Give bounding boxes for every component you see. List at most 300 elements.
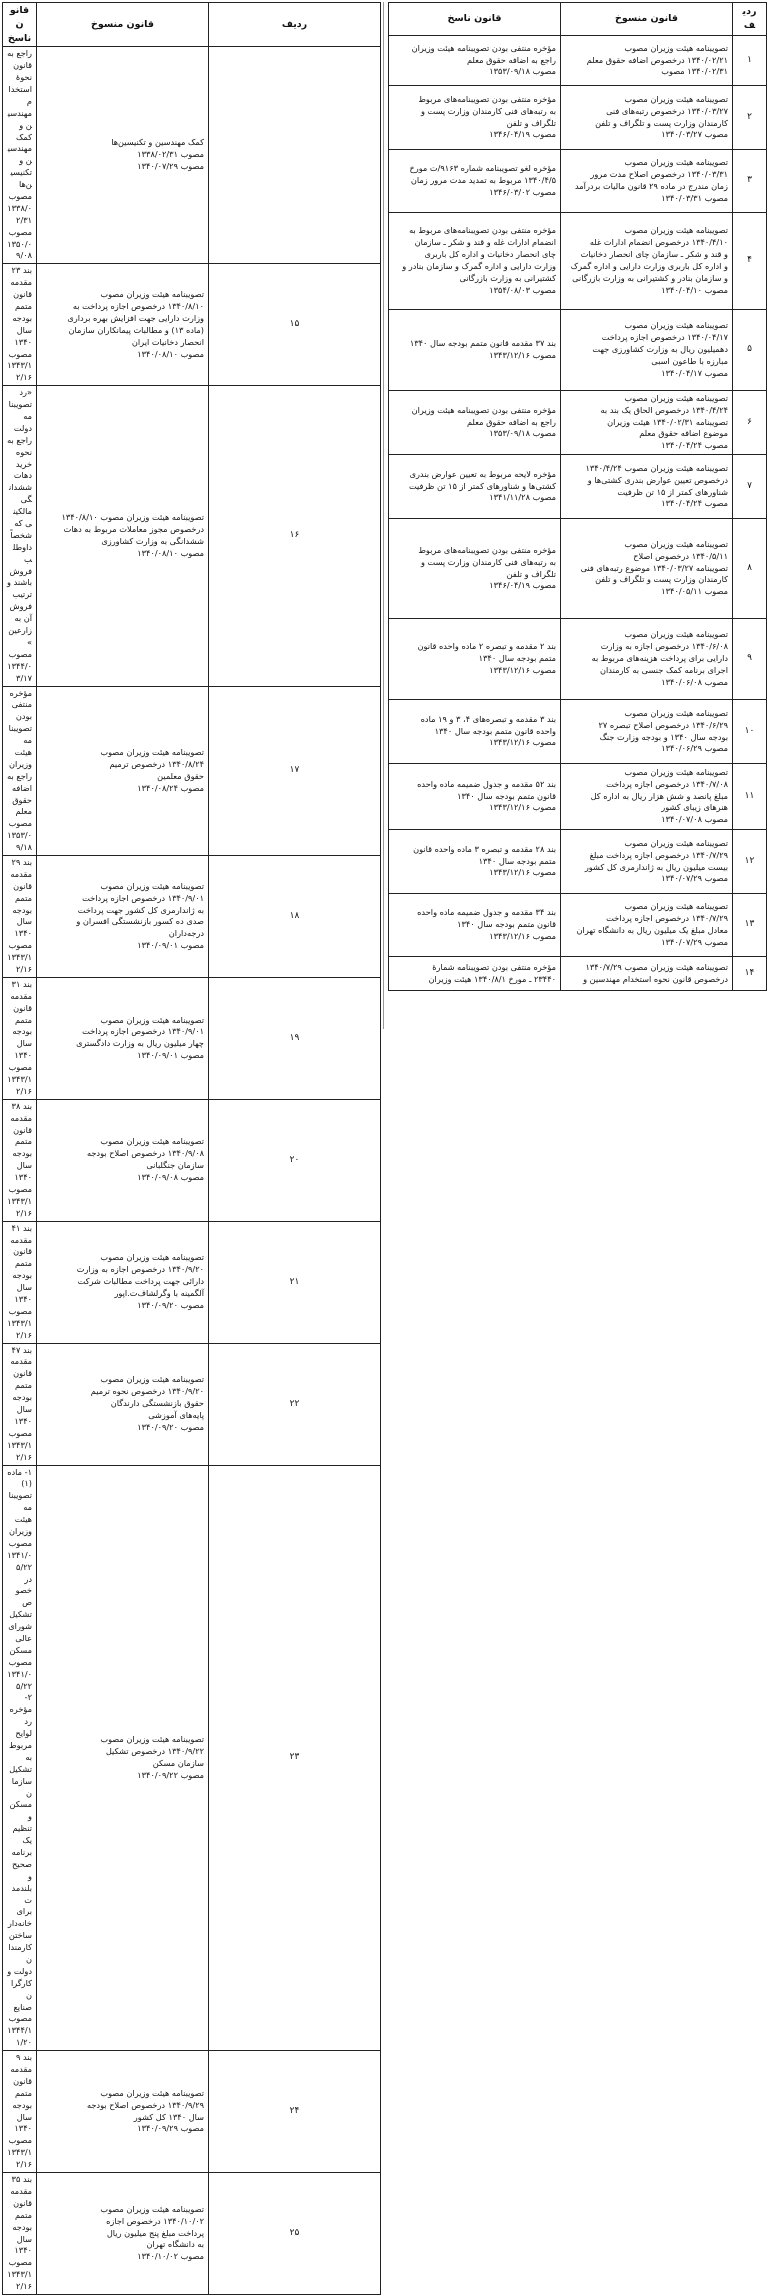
text-line: بند ۲ مقدمه و تبصره ۲ ماده واحده قانون [417, 641, 556, 652]
text-line: درخصوص تعیین عوارض بندری کشتی‌ها و [587, 474, 728, 485]
text-line: ۱۳۴۰/۰۴/۱۷ درخصوص اجازه پرداخت [601, 332, 728, 343]
table-row [389, 86, 767, 150]
repealed-law-cell [561, 455, 733, 519]
header-repealing-law: قانون ناسخ [389, 3, 561, 36]
text-line: مصوب ۱۳۵۴/۰۸/۰۳ [489, 284, 556, 295]
text-line: مؤخره لایحه مربوط به تعیین عوارض بندری [409, 468, 556, 479]
text-line: تصویبنامه هیئت وزیران مصوب [100, 2087, 204, 2098]
text-line: مصوب ۱۳۵۳/۰۹/۱۸ [489, 66, 556, 77]
text-line: کارمندان وزارت پست و تلگراف و تلفن [595, 574, 728, 585]
row-number: ۲ [733, 86, 767, 150]
text-line: راجع به اضافه حقوق معلم [466, 416, 556, 427]
repealing-law-cell [3, 386, 37, 686]
text-line: بند ۲۸ مقدمه و تبصره ۳ ماده واحده قانون [413, 843, 556, 854]
text-line: دهات ششدانگی مالکینی که شخصاً داوطلب [8, 470, 32, 564]
table-row [3, 1465, 381, 2051]
text-line: صدی ده کسور بازنشستگی افسران و [76, 916, 204, 927]
text-line: بند ۵۲ مقدمه و جدول ضمیمه ماده واحده [417, 778, 556, 789]
table-row [389, 957, 767, 991]
text-line: تصویبنامه هیئت وزیران مصوب [100, 880, 204, 891]
row-number: ۹ [733, 619, 767, 700]
repealed-law-cell [561, 213, 733, 310]
text-line: تلگراف و تلفن [506, 117, 556, 128]
text-line: تصویبنامه ۱۳۴۰/۰۲/۳۱ هیئت وزیران [607, 416, 728, 427]
text-line: قانون متمم بودجه سال ۱۳۴۰ [457, 919, 556, 930]
text-line: کارمندان وزارت پست و تلگراف و تلفن [595, 117, 728, 128]
row-number: ۳ [733, 150, 767, 213]
text-line: ۱۳۴۰/۰۲/۳۱ مصوب [661, 66, 728, 77]
text-line: بند ۳۱ مقدمه قانون متمم بودجه سال ۱۳۴۰ [10, 978, 32, 1061]
text-line: تصویبنامه هیئت وزیران مصوب [100, 2203, 204, 2214]
repealed-law-cell [37, 1099, 209, 1221]
text-line: وزارت دارایی و اداره گمرک و سازمان بنادر و [402, 261, 556, 271]
repealing-law-cell [389, 619, 561, 700]
repealing-law-cell [3, 264, 37, 386]
text-line: ۱۳۴۰/۹/۰۱ درخصوص اجازه پرداخت [82, 1026, 204, 1037]
repealed-law-cell [561, 391, 733, 455]
text-line: تصویبنامه هیئت وزیران مصوب ۱۳۴۰/۷/۲۹ [585, 961, 728, 972]
text-line: مصوب ۱۳۴۰/۰۶/۰۸ [661, 676, 728, 687]
text-line: بند ۳ مقدمه و تبصره‌های ۴، ۳ و ۱۹ ماده [420, 713, 556, 724]
table-row [389, 213, 767, 310]
row-number: ۵ [733, 310, 767, 391]
header-row [3, 3, 381, 47]
repealing-law-cell [389, 894, 561, 957]
table-row [3, 2051, 381, 2173]
text-line: مصوب ۱۳۴۰/۰۴/۱۰ [661, 284, 728, 295]
text-line: سال ۱۳۴۰ کل کشور [133, 2111, 204, 2122]
text-line: مؤخره منتفی بودن تصویبنامه هیئت وزیران [8, 687, 32, 769]
text-line: به رتبه‌های فنی کارمندان وزارت پست و [420, 556, 556, 567]
header-repealed-law: قانون منسوخ [37, 3, 209, 47]
text-line: بند ۳۵ مقدمه قانون متمم بودجه سال ۱۳۴۰ [10, 2174, 32, 2256]
text-line: مصوب ۱۳۴۳/۱۲/۱۶ [7, 2135, 32, 2170]
text-line: معادل مبلغ یک میلیون ریال به دانشگاه تهران [576, 925, 728, 935]
text-line: ۱۳۴۰/۶/۲۹ درخصوص اصلاح تبصره ۲۷ [598, 719, 728, 730]
text-line: مصوب ۱۳۴۰/۰۷/۲۹ [661, 873, 728, 884]
text-line: مصوب ۱۳۳۸/۰۲/۳۱ [137, 149, 204, 160]
text-line: ۲- مؤخره رد لوایح مربوط به تشکیل سازمان [9, 1692, 32, 1798]
text-line: بودجه سال ۱۳۴۰ و بودجه وزارت جنگ [599, 731, 728, 742]
text-line: فروش باشند و ترتیب فروش آن به زارعین» [7, 565, 32, 647]
repealed-law-cell [561, 519, 733, 619]
document-page [2, 2, 766, 2292]
repeal-table-left [2, 2, 381, 2295]
row-number: ۱۱ [733, 764, 767, 830]
text-line: مصوب ۱۳۴۰/۰۸/۲۴ [137, 782, 204, 793]
table-row [3, 264, 381, 386]
row-number: ۱۶ [209, 386, 381, 686]
repealing-law-cell [389, 213, 561, 310]
text-line: مؤخره منتفی بودن تصویبنامه هیئت وزیران [411, 404, 556, 415]
text-line: تصویبنامه هیئت وزیران مصوب [624, 320, 728, 331]
text-line: ۱۳۴۰/۷/۲۹ درخصوص اجازه پرداخت [606, 913, 728, 924]
repealed-law-cell [37, 2051, 209, 2173]
repealed-law-cell [561, 764, 733, 830]
row-number: ۲۱ [209, 1221, 381, 1343]
row-number: ۶ [733, 391, 767, 455]
text-line: تصویبنامه هیئت وزیران مصوب [624, 707, 728, 718]
text-line: مصوب ۱۳۴۰/۰۷/۲۹ [661, 936, 728, 947]
repealed-law-cell [37, 1221, 209, 1343]
text-line: مبارزه با طاعون اسبی [651, 355, 728, 366]
text-line: تصویبنامه هیئت وزیران مصوب [624, 42, 728, 53]
table-row [3, 855, 381, 977]
text-line: چای انحصار دخانیات و اداره کل باربری [424, 249, 556, 260]
text-line: کشتیرانی به وزارت بازرگانی [459, 272, 556, 283]
text-line: مصوب ۱۳۴۰/۰۳/۲۷ [661, 129, 728, 140]
text-line: کشتی‌ها و شناورهای کمتر از ۱۵ تن ظرفیت [408, 480, 556, 491]
repealing-law-cell [3, 1221, 37, 1343]
repealed-law-cell [561, 894, 733, 957]
repealing-law-cell [3, 686, 37, 855]
repealed-law-cell [561, 150, 733, 213]
text-line: برای خانه‌دار ساختن کارمندان دولت و [7, 1906, 32, 1976]
text-line: متمم بودجه سال ۱۳۴۰ [478, 653, 556, 664]
text-line: ۱۳۴۰/۹/۲۲ درخصوص تشکیل [105, 1745, 204, 1756]
text-line: راجع به قانون نحوهٔ استخدام مهندسین و [7, 48, 32, 130]
text-line: تصویبنامه هیئت وزیران مصوب [624, 901, 728, 912]
text-line: ۱۳۴۰/۵/۱۱ درخصوص اصلاح [633, 550, 728, 561]
text-line: مصوب ۱۳۵۳/۰۹/۱۸ [7, 818, 32, 853]
text-line: آلگمینه با وگرلشاف‌ت.اپور [114, 1288, 204, 1299]
repealing-law-cell [389, 830, 561, 894]
row-number: ۸ [733, 519, 767, 619]
text-line: مصوب ۱۳۴۰/۰۴/۲۴ [661, 440, 728, 451]
text-line: به رتبه‌های فنی کارمندان وزارت پست و [420, 105, 556, 116]
text-line: مصوب ۱۳۴۳/۱۲/۱۶ [7, 348, 32, 383]
repealed-law-cell [561, 957, 733, 991]
row-number: ۱۳ [733, 894, 767, 957]
text-line: راجع به اضافه حقوق معلم [7, 770, 32, 817]
row-number: ۱۹ [209, 977, 381, 1099]
text-line: مصوب ۱۳۴۰/۰۸/۱۰ [137, 348, 204, 359]
text-line: به دانشگاه تهران [146, 2239, 204, 2250]
text-line: مصوب ۱۳۴۳/۱۲/۱۶ [489, 737, 556, 748]
text-line: مصوب ۱۳۴۶/۰۳/۰۲ [489, 186, 556, 197]
text-line: اجرای برنامه کمک جنسی به کارمندان [600, 664, 728, 675]
table-row [3, 47, 381, 264]
text-line: مصوب ۱۳۴۳/۱۲/۱۶ [489, 664, 556, 675]
table-row [389, 830, 767, 894]
text-line: تصویبنامه هیئت وزیران مصوب [100, 746, 204, 757]
repealing-law-cell [389, 957, 561, 991]
text-line: سازمان مسکن [152, 1757, 204, 1768]
text-line: ۱۳۴۰/۹/۲۰ درخصوص نحوه ترمیم [90, 1386, 204, 1397]
repealed-law-cell [561, 310, 733, 391]
text-line: مصوب ۱۳۴۳/۱۲/۱۶ [489, 867, 556, 878]
text-line: مؤخره منتفی بودن تصویبنامه‌های مربوط به [409, 225, 556, 236]
text-line: پایه‌های آموزشی [148, 1409, 204, 1420]
text-line: مصوب ۱۳۴۰/۰۴/۲۴ [661, 498, 728, 509]
text-line: تصویبنامه هیئت وزیران مصوب [100, 1374, 204, 1385]
text-line: تصویبنامه هیئت وزیران مصوب [624, 837, 728, 848]
text-line: پرداخت مبلغ پنج میلیون ریال [106, 2227, 204, 2238]
repealing-law-cell [3, 2173, 37, 2295]
text-line: مصوب ۱۳۴۳/۱۲/۱۶ [489, 930, 556, 941]
text-line: مصوب ۱۳۴۶/۰۴/۱۹ [489, 580, 556, 591]
repeal-table-right [388, 2, 767, 991]
repealing-law-cell [389, 391, 561, 455]
text-line: مصوب ۱۳۴۰/۰۹/۲۰ [137, 1421, 204, 1432]
repealing-law-cell [3, 47, 37, 264]
text-line: دارائی جهت پرداخت مطالبات شرکت [77, 1276, 204, 1287]
text-line: ۱۳۴۱/۰۵/۲۲ در خصوص تشکیل شورای [7, 1549, 32, 1632]
text-line: ۱۳۴۰/۹/۲۰ درخصوص اجازه به وزارت [76, 1264, 204, 1275]
text-line: مصوب ۱۳۴۰/۰۳/۳۱ [661, 192, 728, 203]
text-line: به ژاندارمری کل کشور جهت پرداخت [77, 904, 204, 915]
text-line: مصوب ۱۳۴۱/۱۱/۲۸ [489, 492, 556, 503]
text-line: راجع به اضافه حقوق معلم [466, 54, 556, 65]
repealed-law-cell [561, 619, 733, 700]
text-line: تصویبنامه هیئت وزیران مصوب [624, 225, 728, 236]
text-line: قانون متمم بودجه سال ۱۳۴۰ [457, 790, 556, 801]
table-row [3, 386, 381, 686]
text-line: حقوق معلمین [157, 770, 204, 781]
text-line: مصوب ۱۳۴۴/۱۱/۲۰ [7, 2013, 32, 2048]
text-line: بند ۹ مقدمه قانون متمم بودجه سال ۱۳۴۰ [10, 2052, 32, 2134]
text-line: انضمام ادارات غله و قند و شکر ـ سازمان [414, 237, 556, 248]
text-line: بند ۳۸ مقدمه قانون متمم بودجه سال ۱۳۴۰ [10, 1100, 32, 1183]
text-line: درجه‌داران [168, 928, 204, 939]
text-line: تصویبنامه هیئت وزیران مصوب [624, 157, 728, 168]
text-line: تصویبنامه هیئت وزیران مصوب ۱۳۴۰/۸/۱۰ [61, 512, 204, 523]
repealed-law-cell [561, 700, 733, 764]
table-row [389, 764, 767, 830]
table-row [389, 619, 767, 700]
repealed-law-cell [37, 1343, 209, 1465]
text-line: متمم بودجه سال ۱۳۴۰ [478, 855, 556, 866]
text-line: ۲۳۴۴۰ ـ مورخ ۱۳۴۰/۸/۱ هیئت وزیران [428, 973, 556, 984]
text-line: مؤخره منتفی بودن تصویبنامه‌های مربوط [418, 544, 556, 555]
repealed-law-cell [37, 47, 209, 264]
text-line: سازمان جنگلبانی [146, 1160, 204, 1171]
header-row [389, 3, 767, 36]
row-number: ۱۷ [209, 686, 381, 855]
table-row [389, 150, 767, 213]
header-row-number: ردیف [733, 3, 767, 36]
table-row [389, 310, 767, 391]
repealed-law-cell [561, 36, 733, 86]
text-line: ششدانگی به وزارت کشاورزی [101, 535, 204, 546]
text-line: مصوب ۱۳۴۳/۱۲/۱۶ [7, 1184, 32, 1218]
text-line: بیست میلیون ریال به ژاندارمری کل کشور [584, 861, 728, 872]
repealed-law-cell [37, 977, 209, 1099]
table-row [3, 1099, 381, 1221]
table-row [3, 686, 381, 855]
table-row [389, 519, 767, 619]
text-line: و اداره کل باربری وزارت دارایی و اداره گمرک [570, 261, 728, 271]
text-line: تصویبنامه هیئت وزیران مصوب [100, 289, 204, 300]
text-line: ۱۳۴۰/۸/۱۰ درخصوص اجازه پرداخت به [72, 301, 204, 311]
text-line: مصوب ۱۳۴۰/۰۹/۰۱ [137, 1050, 204, 1061]
text-line: (ماده ۱۳) و مطالبات پیمانکاران سازمان [68, 324, 204, 335]
text-line: تصویبنامه هیئت وزیران مصوب ۱۳۴۰/۴/۲۴ [585, 462, 728, 473]
text-line: انحصار دخانیات ایران [131, 336, 204, 347]
text-line: مصوب ۱۳۴۰/۰۸/۱۰ [137, 547, 204, 558]
repealing-law-cell [3, 1099, 37, 1221]
text-line: ۱۳۴۰/۰۳/۲۷ درخصوص رتبه‌های فنی [606, 105, 728, 116]
text-line: مصوب ۱۳۴۰/۰۷/۰۸ [661, 814, 728, 825]
repealed-law-cell [37, 686, 209, 855]
text-line: تصویبنامه هیئت وزیران مصوب [100, 1734, 204, 1745]
header-repealing-law: قانون ناسخ [3, 3, 37, 47]
repealing-law-cell [389, 764, 561, 830]
row-number: ۱۵ [209, 264, 381, 386]
text-line: تصویبنامه هیئت وزیران مصوب [624, 93, 728, 104]
text-line: مسکن و تنظیم یک برنامه صحیح و بلندمدت [9, 1799, 32, 1905]
text-line: مصوب ۱۳۳۸/۰۲/۳۱ [7, 190, 32, 225]
repealed-law-cell [37, 264, 209, 386]
row-number: ۲۵ [209, 2173, 381, 2295]
text-line: مصوب ۱۳۴۴/۰۳/۱۷ [7, 648, 32, 683]
table-row [3, 1343, 381, 1465]
row-number: ۴ [733, 213, 767, 310]
text-line: مصوب ۱۳۴۰/۰۹/۰۸ [137, 1172, 204, 1183]
repealing-law-cell [389, 86, 561, 150]
text-line: مصوب ۱۳۴۳/۱۲/۱۶ [7, 1062, 32, 1096]
header-row-number: ردیف [209, 3, 381, 47]
text-line: تصویبنامه هیئت وزیران مصوب [624, 766, 728, 777]
repealing-law-cell [389, 310, 561, 391]
text-line: موضوع اضافه حقوق معلم [639, 428, 728, 439]
text-line: مصوب ۱۳۴۳/۱۲/۱۶ [7, 940, 32, 974]
header-repealed-law: قانون منسوخ [561, 3, 733, 36]
repealing-law-cell [389, 519, 561, 619]
row-number [209, 47, 381, 264]
table-row [3, 1221, 381, 1343]
text-line: شناورهای کمتر از ۱۵ تن ظرفیت [617, 486, 728, 497]
text-line: «رد تصویبنامه دولت راجع به نحوه خرید [7, 387, 32, 469]
text-line: تصویبنامه هیئت وزیران مصوب [624, 538, 728, 549]
table-row [3, 977, 381, 1099]
text-line: ۱۳۴۰/۴/۵ مربوط به تمدید مدت مرور زمان [410, 175, 556, 186]
text-line: ۱۳۴۰/۰۳/۳۱ درخصوص اصلاح مدت مرور [590, 169, 728, 180]
repealed-law-cell [561, 86, 733, 150]
repealing-law-cell [3, 855, 37, 977]
text-line: مصوب ۱۳۴۰/۰۹/۰۱ [137, 940, 204, 951]
text-line: واحده قانون متمم بودجه سال ۱۳۴۰ [434, 725, 556, 736]
text-line: دهمیلیون ریال به وزارت کشاورزی جهت [592, 344, 728, 355]
text-line: و سازمان بنادر و کشتیرانی به وزارت بازرگانی [572, 272, 728, 283]
text-line: تصویبنامه هیئت وزیران مصوب [100, 1014, 204, 1025]
table-row [389, 455, 767, 519]
text-line: ۱۳۴۰/۹/۲۹ درخصوص اصلاح بودجه [86, 2099, 204, 2110]
text-line: ۱۳۴۰/۸/۲۴ درخصوص ترمیم [109, 758, 204, 769]
text-line: تلگراف و تلفن [506, 568, 556, 579]
text-line: عالی مسکن مصوب ۱۳۴۱/۰۵/۲۲ [7, 1632, 32, 1691]
text-line: مصوب ۱۳۴۰/۱۰/۰۲ [137, 2251, 204, 2262]
text-line: بند ۲۹ مقدمه قانون متمم بودجه سال ۱۳۴۰ [10, 856, 32, 939]
text-line: کارگران صنایع [10, 1977, 32, 2012]
text-line: چهار میلیون ریال به وزارت دادگستری [76, 1038, 204, 1049]
row-number: ۷ [733, 455, 767, 519]
repealing-law-cell [3, 977, 37, 1099]
text-line: ۱- ماده (۱) تصویبنامه هیئت وزیران مصوب [7, 1466, 32, 1548]
text-line: کمک مهندسین و تکنیسین‌ها [111, 137, 204, 148]
repealing-law-cell [3, 2051, 37, 2173]
text-line: مصوب ۱۳۴۰/۰۵/۱۱ [661, 586, 728, 597]
repealed-law-cell [37, 2173, 209, 2295]
table-row [389, 700, 767, 764]
text-line: ۱۳۴۰/۶/۰۸ درخصوص اجازه به وزارت [600, 641, 728, 652]
text-line: بند ۴۱ مقدمه قانون متمم بودجه سال ۱۳۴۰ [10, 1222, 32, 1305]
text-line: مصوب ۱۳۴۰/۰۷/۲۹ [137, 161, 204, 172]
row-number: ۲۲ [209, 1343, 381, 1465]
repealing-law-cell [3, 1465, 37, 2051]
text-line: دارایی برای پرداخت هزینه‌های مربوط به [591, 653, 728, 664]
text-line: وزارت دارایی جهت افزایش بهره برداری [67, 312, 204, 323]
text-line: بند ۳۴ مقدمه و جدول ضمیمه ماده واحده [417, 907, 556, 918]
row-number: ۱۴ [733, 957, 767, 991]
text-line: ۱۳۴۰/۷/۲۹ درخصوص اجازه پرداخت مبلغ [589, 849, 728, 860]
repealed-law-cell [37, 855, 209, 977]
text-line: مؤخره منتفی بودن تصویبنامه‌های مربوط [418, 93, 556, 104]
text-line: مصوب ۱۳۴۰/۰۹/۲۹ [137, 2123, 204, 2134]
text-line: مصوب ۱۳۵۰/۰۹/۰۸ [7, 226, 32, 261]
text-line: مؤخره منتفی بودن تصویبنامه شمارهٔ [432, 961, 556, 972]
repealing-law-cell [389, 150, 561, 213]
text-line: ۱۳۴۰/۴/۲۴ درخصوص الحاق یک بند به [600, 404, 728, 415]
text-line: مبلغ پانصد و شش هزار ریال به اداره کل [590, 790, 728, 801]
text-line: تصویبنامه هیئت وزیران مصوب [624, 392, 728, 403]
text-line: مصوب ۱۳۴۰/۰۹/۲۲ [137, 1769, 204, 1780]
repealed-law-cell [37, 1465, 209, 2051]
text-line: تصویبنامه هیئت وزیران مصوب [100, 1252, 204, 1263]
text-line: تصویبنامه هیئت وزیران مصوب [100, 1136, 204, 1147]
text-line: بند ۴۷ مقدمه قانون متمم بودجه سال ۱۳۴۰ [10, 1344, 32, 1426]
row-number: ۱۰ [733, 700, 767, 764]
text-line: تصویبنامه ۱۳۴۰/۰۳/۲۷ موضوع رتبه‌های فنی [580, 562, 728, 573]
column-divider [383, 2, 384, 1029]
text-line: درخصوص قانون نحوه استخدام مهندسین و [583, 973, 728, 984]
text-line: مصوب ۱۳۴۰/۰۶/۲۹ [661, 743, 728, 754]
text-line: ۱۳۴۰/۷/۰۸ درخصوص اجازه پرداخت [606, 778, 728, 789]
table-row [3, 2173, 381, 2295]
text-line: مصوب ۱۳۴۳/۱۲/۱۶ [489, 350, 556, 360]
text-line: مصوب ۱۳۵۳/۰۹/۱۸ [489, 428, 556, 439]
text-line: و قند و شکر ـ سازمان چای انحصار دخانیات [580, 249, 728, 260]
repealing-law-cell [389, 455, 561, 519]
table-row [389, 894, 767, 957]
text-line: هنرهای زیبای کشور [661, 802, 728, 813]
text-line: زمان مندرج در ماده ۲۹ قانون مالیات بردرآمد [574, 181, 728, 191]
text-line: مصوب ۱۳۴۳/۱۲/۱۶ [7, 1305, 32, 1340]
text-line: ۱۳۴۰/۹/۰۱ درخصوص اجازه پرداخت [82, 892, 204, 903]
text-line: مصوب ۱۳۴۳/۱۲/۱۶ [7, 2257, 32, 2292]
text-line: ۱۳۴۰/۰۲/۲۱ درخصوص اضافه حقوق معلم [586, 54, 728, 65]
repealing-law-cell [389, 36, 561, 86]
text-line: کمک مهندسین و تکنیسین‌ها [7, 131, 32, 190]
repealing-law-cell [389, 700, 561, 764]
row-number: ۲۰ [209, 1099, 381, 1221]
text-line: مصوب ۱۳۴۳/۱۲/۱۶ [7, 1427, 32, 1462]
table-row [389, 391, 767, 455]
table-row [389, 36, 767, 86]
row-number: ۱ [733, 36, 767, 86]
text-line: مصوب ۱۳۴۳/۱۲/۱۶ [489, 802, 556, 813]
text-line: مصوب ۱۳۴۰/۰۴/۱۷ [661, 367, 728, 378]
text-line: مصوب ۱۳۴۶/۰۴/۱۹ [489, 129, 556, 140]
row-number: ۱۸ [209, 855, 381, 977]
text-line: بند ۳۷ مقدمه قانون متمم بودجه سال ۱۳۴۰ [409, 338, 556, 349]
row-number: ۲۴ [209, 2051, 381, 2173]
text-line: درخصوص مجوز معاملات مربوط به دهات [63, 523, 204, 534]
repealing-law-cell [3, 1343, 37, 1465]
text-line: تصویبنامه هیئت وزیران مصوب [624, 629, 728, 640]
text-line: ۱۳۴۰/۱۰/۰۲ درخصوص اجازه [106, 2215, 204, 2226]
repealed-law-cell [561, 830, 733, 894]
